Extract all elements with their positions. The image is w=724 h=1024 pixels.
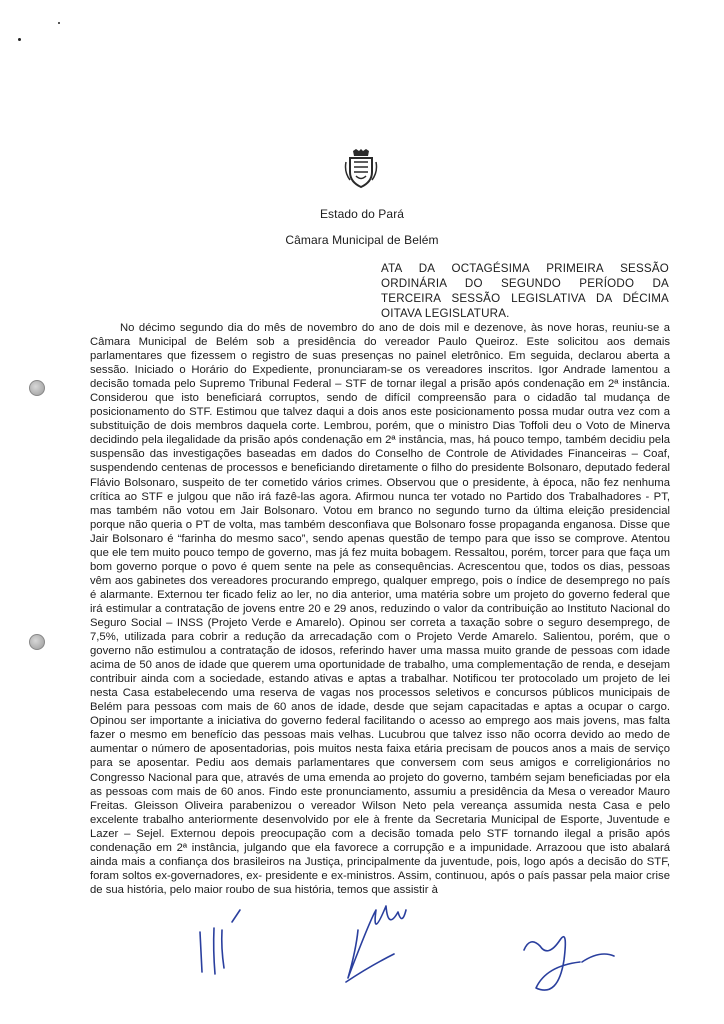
scan-speck <box>18 38 21 41</box>
ata-title: ATA DA OCTAGÉSIMA PRIMEIRA SESSÃO ORDINÁRIA DO SEGUNDO PERÍODO DA TERCEIRA SESSÃO LEGISLATIVA DA DÉCIMA OITAVA LEGISLATURA. <box>381 262 669 320</box>
signature-3 <box>524 937 614 990</box>
coat-of-arms-icon <box>344 148 378 190</box>
chamber-name: Câmara Municipal de Belém <box>285 233 439 247</box>
punch-hole-bottom <box>29 634 45 650</box>
scan-speck <box>58 22 60 24</box>
state-name: Estado do Pará <box>319 207 405 221</box>
signature-2 <box>346 906 406 982</box>
signatures <box>180 870 700 1000</box>
minutes-body-paragraph: No décimo segundo dia do mês de novembro do ano de dois mil e dezenove, às nove horas, reuniu-se a Câmara Municipal de Belém sob a presidência do vereador Paulo Queiroz. Este solicitou aos demais parlamentares que fizessem o registro de suas presenças no painel eletrônico. Em seguida, declarou aberta a sessão. Iniciado o Horário do Expediente, pronunciaram-se os vereadores inscritos. Igor Andrade lamentou a decisão tomada pelo Supremo Tribunal Federal – STF de tornar ilegal a prisão após condenação em 2ª instância. Considerou que isto beneficiará corruptos, sendo de difícil compreensão para o cidadão tal mudança de posicionamento do STF. Estimou que talvez daqui a dois anos este posicionamento possa mudar outra vez com a substituição de dois membros daquela corte. Lembrou, porém, que o ministro Dias Toffoli deu o Voto de Minerva decidindo pela ilegalidade da prisão após condenação em 2ª instância, mas, há pouco tempo, também decidiu pela suspensão das investigações baseadas em dados do Conselho de Controle de Atividades Financeiras – Coaf, suspendendo centenas de processos e beneficiando diretamente o filho do presidente Bolsonaro, deputado federal Flávio Bolsonaro, suspeito de ter cometido vários crimes. Observou que o presidente, à época, não fez nenhuma crítica ao STF e julgou que não irá fazê-las agora. Afirmou nunca ter votado no Partido dos Trabalhadores - PT, mas também não votou em Jair Bolsonaro. Votou em branco no segundo turno da última eleição presidencial porque não queria o PT de volta, mas também desconfiava que Bolsonaro fosse propaganda enganosa. Disse que Jair Bolsonaro é “farinha do mesmo saco”, sendo apenas questão de tempo para que isso se comprove. Atentou que ele tem muito pouco tempo de governo, mas já fez muita bobagem. Ressaltou, porém, torcer para que faça um bom governo porque o povo é quem sente na pele as consequências. Acrescentou que, todos os dias, pessoas vêm aos gabinetes dos vereadores procurando emprego, qualquer emprego, pois o índice de desemprego no país é alarmante. Externou ter ficado feliz ao ler, no dia anterior, uma matéria sobre um projeto do governo federal que irá estimular a contratação de jovens entre 20 e 29 anos, reduzindo o valor da contribuição ao Instituto Nacional do Seguro Social – INSS (Projeto Verde e Amarelo). Opinou ser correta a taxação sobre o seguro desemprego, de 7,5%, utilizada para cobrir a redução da arrecadação com o Projeto Verde Amarelo. Salientou, porém, que o governo não estimulou a contratação de idosos, referindo haver uma massa muito grande de pessoas com idade acima de 50 anos de idade que querem uma oportunidade de trabalho, uma complementação de renda, e desejam contribuir ainda com a sociedade, estando ativas e aptas a trabalhar. Notificou ter protocolado um projeto de lei nesta Casa estabelecendo uma reserva de vagas nos processos seletivos e concursos públicos municipais de Belém para pessoas com mais de 60 anos de idade, desde que sejam capacitadas e aptas a ocupar o cargo. Opinou ser importante a iniciativa do governo federal facilitando o acesso ao emprego aos mais jovens, mas falta fazer o mesmo em benefício das pessoas mais velhas. Lucubrou que talvez isso não ocorra devido ao medo de aumentar o número de aposentadorias, pois muitos nesta faixa etária precisam de poucos anos a mais de serviço para se aposentar. Pediu aos demais parlamentares que conversem com seus amigos e correligionários no Congresso Nacional para que, através de uma emenda ao projeto do governo, também sejam beneficiadas por ela as pessoas com mais de 60 anos. Findo este pronunciamento, assumiu a presidência da Mesa o vereador Mauro Freitas. Gleisson Oliveira parabenizou o vereador Wilson Neto pela vereança assumida nesta Casa e pelo excelente trabalho anteriormente desenvolvido por ele à frente da Secretaria Municipal de Esporte, Juventude e Lazer – Sejel. Externou depois preocupação com a decisão tomada pelo STF tornando ilegal a prisão após condenação em 2ª instância, julgando que ela favorece a corrupção e a impunidade. Arrazoou que isto abalará ainda mais a confiança dos brasileiros na Justiça, principalmente da juventude, pois, logo após a decisão do STF, foram soltos ex-governadores, ex- presidente e ex-ministros. Assim, continuou, após o país passar pela maior crise de sua história, pelo maior roubo de sua história, temos que assistir à <box>90 322 670 896</box>
punch-hole-top <box>29 380 45 396</box>
signature-1 <box>200 910 240 974</box>
